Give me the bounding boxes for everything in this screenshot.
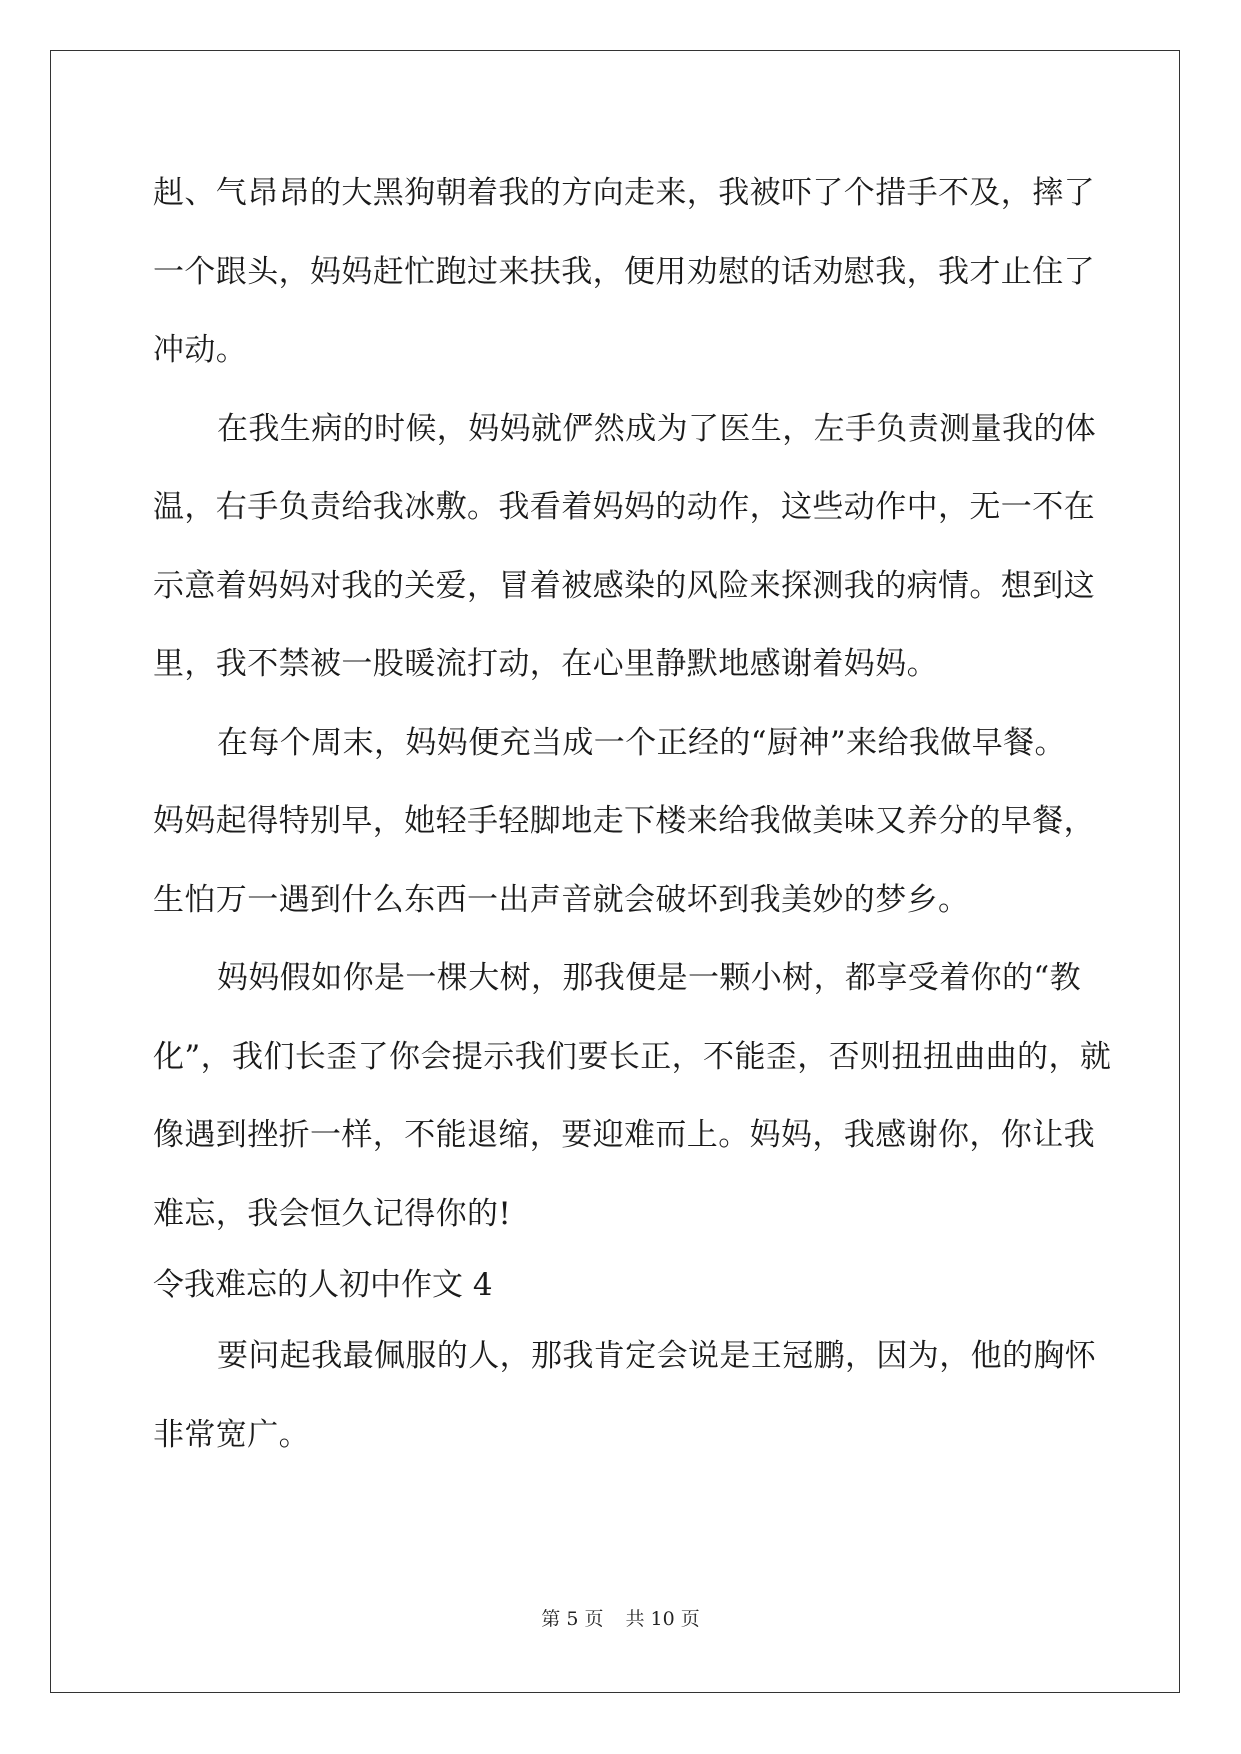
text-line: 温，右手负责给我冰敷。我看着妈妈的动作，这些动作中，无一不在 [153,489,1095,525]
text-line: 示意着妈妈对我的关爱，冒着被感染的风险来探测我的病情。想到这 [153,567,1095,604]
text-line: 妈妈假如你是一棵大树，那我便是一颗小树，都享受着你的“教 [217,960,1082,996]
page-number: 第 5 页 [541,1608,604,1630]
text-line: 冲动。 [153,332,248,368]
text-line: 在我生病的时候，妈妈就俨然成为了医生，左手负责测量我的体 [217,410,1097,447]
text-line: 像遇到挫折一样，不能退缩，要迎难而上。妈妈，我感谢你，你让我 [153,1117,1095,1153]
page-footer [0,1604,1241,1631]
text-line: 在每个周末，妈妈便充当成一个正经的“厨神”来给我做早餐。 [217,724,1066,761]
text-line: 化”，我们长歪了你会提示我们要长正，不能歪，否则扭扭曲曲的，就 [153,1038,1112,1075]
text-line: 一个跟头，妈妈赶忙跑过来扶我，便用劝慰的话劝慰我，我才止住了 [153,253,1095,290]
text-line: 生怕万一遇到什么东西一出声音就会破坏到我美妙的梦乡。 [153,881,970,918]
text-line: 要问起我最佩服的人，那我肯定会说是王冠鹏，因为，他的胸怀 [217,1338,1097,1374]
text-line: 难忘，我会恒久记得你的! [153,1195,512,1232]
section-heading: 令我难忘的人初中作文 4 [153,1267,493,1303]
text-line: 非常宽广。 [153,1416,310,1453]
text-line: 赳、气昂昂的大黑狗朝着我的方向走来，我被吓了个措手不及，摔了 [153,175,1095,211]
document-body [153,154,1112,1474]
text-line: 里，我不禁被一股暖流打动，在心里静默地感谢着妈妈。 [153,646,938,682]
text-line: 妈妈起得特别早，她轻手轻脚地走下楼来给我做美味又养分的早餐， [153,803,1095,839]
page-total: 共 10 页 [625,1608,700,1630]
